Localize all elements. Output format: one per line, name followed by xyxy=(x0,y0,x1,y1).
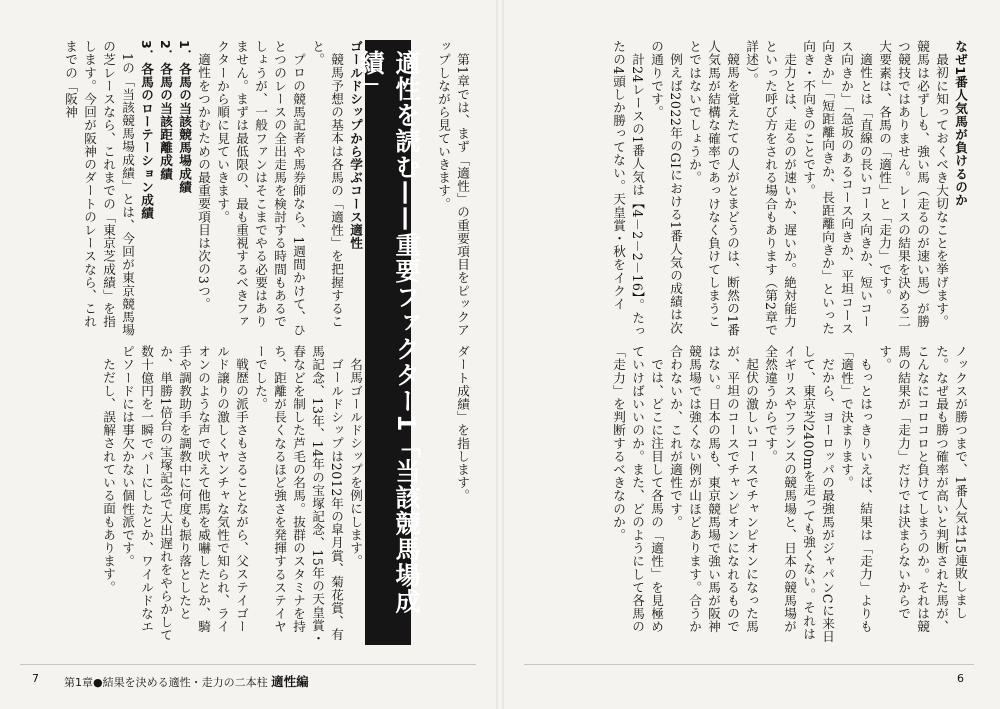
left-page-bottom-continuation xyxy=(410,345,472,645)
page-number-right: 6 xyxy=(957,672,964,685)
list-item: 3．各馬のローテーション成績 xyxy=(139,40,154,220)
paragraph: ノックスが勝つまで、1番人気は15連敗しました。なぜ最も勝つ確率が高いと判断された馬が、こんなにコロコロと負けてしまうのか。それは競馬の結果が「走力」だけでは決まらないからです。 xyxy=(877,345,968,634)
running-head-chapter: 第1章●結果を決める適性・走力の二本柱 xyxy=(64,676,268,689)
section-heading-favorite-loses: なぜ1番人気馬が負けるのか xyxy=(953,40,968,207)
paragraph: 計24レースの1番人気は【4－2－2－16】。たったの4頭しか勝ってない。天皇賞・秋をイクイ xyxy=(611,40,645,338)
paragraph: ただし、誤解されている面もあります。 xyxy=(101,357,116,594)
paragraph: 競馬を覚えたての人がとまどうのは、断然の1番人気馬が結構な確率であっけなく負けてしまうことではないでしょうか。 xyxy=(687,40,740,337)
paragraph: もっとはっきりいえば、結果は「走力」よりも「適性」で決まります。 xyxy=(839,345,873,633)
running-head-section: 適性編 xyxy=(271,674,309,689)
paragraph: 走力とは、走るのが速いか、遅いか。絶対能力といった呼び方をされる場合もあります（第2章で詳述）。 xyxy=(744,40,797,337)
book-gutter xyxy=(496,0,504,709)
left-page-top-text xyxy=(20,40,365,340)
paragraph: 起伏の激しいコースでチャンピオンになった馬が、平坦のコースでチャンピオンになれるものではない。日本の馬も、東京競馬場で強い馬が阪神競馬場では強くない例が山ほどあります。合うか合わないか、これが適性です。 xyxy=(668,345,759,634)
paragraph: 第1章では、まず「適性」の重要項目をピックアップしながら見ていきます。 xyxy=(436,40,470,337)
paragraph: だから、ヨーロッパの最強馬がジャパンCに来日して、東京芝2400mを走っても強くない。それはイギリスやフランスの競馬場と、日本の競馬場が全然違うからです。 xyxy=(763,345,835,643)
paragraph: 名馬ゴールドシップを例にします。 xyxy=(348,357,363,568)
chapter-banner-title: 適性を読む——重要ファクター1「当該競馬場成績」 xyxy=(365,40,411,645)
paragraph: プロの競馬記者や馬券師なら、1週間かけて、ひとつのレースの全出走馬を検討する時間もあるでしょうが、一般ファンはそこまでやる必要はありません。まずは最低限の、最も重視するべきファクターから順に見ていきます。 xyxy=(215,40,306,337)
list-item: 2．各馬の当該距離成績 xyxy=(158,40,173,181)
paragraph: 適性とは「直線の長いコース向きか、短いコース向きか」「急坂のあるコース向きか、平坦コース向きか」「短距離向きか、長距離向きか」といった向き・不向きのことです。 xyxy=(801,40,873,335)
footer-rule-right xyxy=(524,664,974,665)
right-page-top-text xyxy=(520,40,970,340)
section-heading-gold-ship: ゴールドシップから学ぶコース適性 xyxy=(348,40,363,250)
right-page-bottom-text xyxy=(560,345,970,645)
paragraph: では、どこに注目して各馬の「適性」を見極めていけばいいのか。また、どのようにして各馬の「走力」を判断するべきなのか。 xyxy=(611,345,664,634)
footer-rule-left xyxy=(20,664,476,665)
paragraph: ゴールドシップは2012年の皐月賞、菊花賞、有馬記念、13年、14年の宝塚記念、15年の天皇賞・春などを制した芦毛の名馬。抜群のスタミナを持ち、距離が長くなるほど強さを発揮するステイヤーでした。 xyxy=(253,345,344,645)
left-page-bottom-text xyxy=(60,345,365,645)
paragraph: ダート成績」を指します。 xyxy=(455,345,470,503)
page-number-left: 7 xyxy=(32,672,39,685)
paragraph: 例えば2022年のGIにおける1番人気の成績は次の通りです。 xyxy=(649,40,683,334)
running-head xyxy=(64,672,309,690)
paragraph: 競馬予想の基本は各馬の「適性」を把握すること。 xyxy=(310,40,344,328)
paragraph: 最初に知っておくべき大切なことを挙げます。競馬は必ずしも、強い馬（走るのが速い馬）が勝つ競技ではありません。レースの結果を決める二大要素は、各馬の「適性」と「走力」です。 xyxy=(877,40,949,329)
paragraph: 1の「当該競馬場成績」とは、今回が東京競馬場の芝レースなら、これまでの「東京芝成績」を指します。今回が阪神のダートのレースなら、これまでの「阪神 xyxy=(63,40,135,337)
paragraph: 適性をつかむための最重要項目は次の3つ。 xyxy=(196,52,211,311)
list-item: 1．各馬の当該競馬場成績 xyxy=(177,40,192,194)
paragraph: 戦歴の派手さもさることながら、父ステイゴールド譲りの激しくヤンチャな気性で知られ、ライオンのような声で吠えて他馬を威嚇したとか、騎手や調教助手を調教中に何度も振り落としたとか、単勝1倍台の宝塚記念で大出遅れをやらかして数十億円を一瞬でパーにしたとか、ワイルドなエピソードには事欠かない個性派です。 xyxy=(120,345,249,642)
